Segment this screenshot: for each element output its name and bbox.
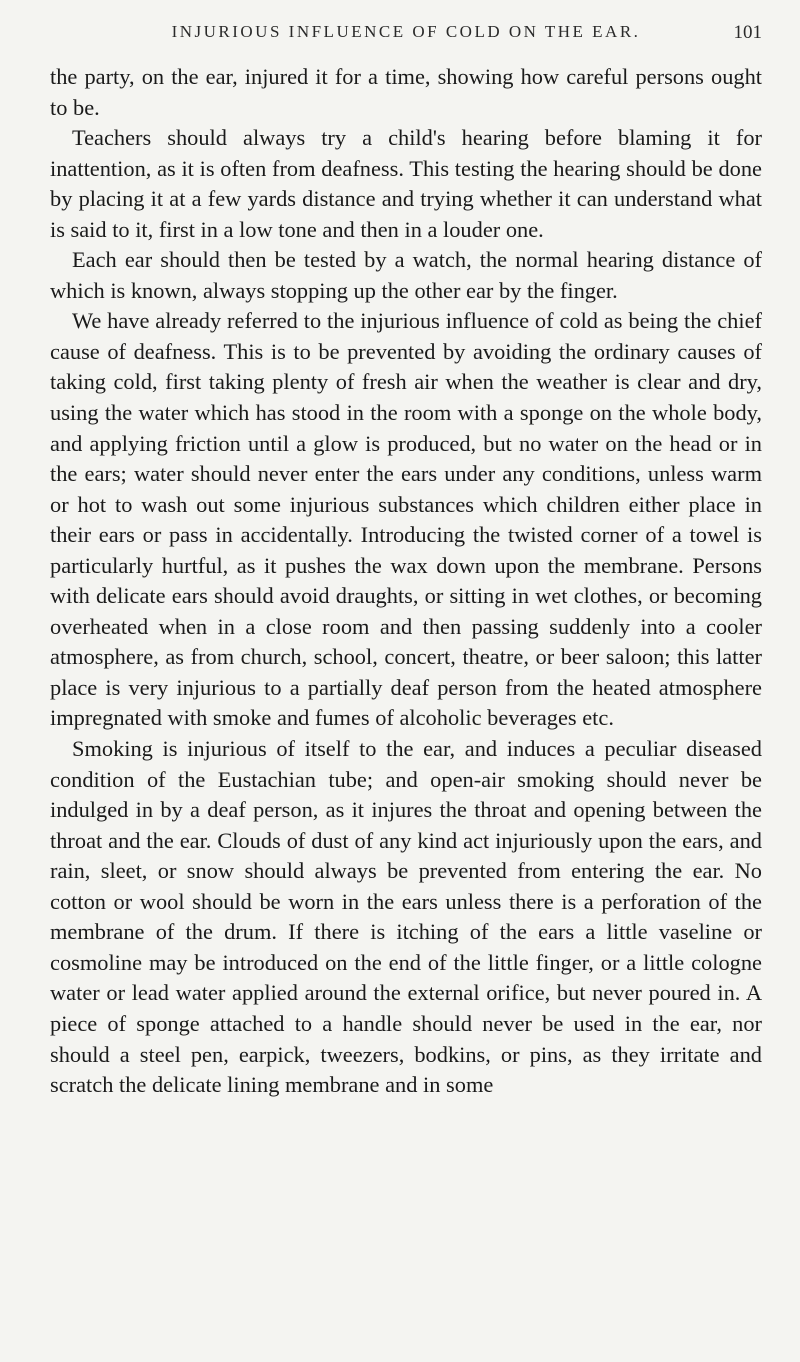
paragraph-smoking: Smoking is injurious of itself to the ear, and induces a peculiar diseased condition of the Eustachian tube; and open-air smoking should never be indulged in by a deaf person, as it injures the throat and opening between the throat and the ear. Clouds of dust of any kind act injuriously upon the ears, and rain, sleet, or snow should always be prevented from entering the ear. No cotton or wool should be worn in the ears unless there is a perforation of the membrane of the drum. If there is itching of the ears a little vaseline or cosmoline may be introduced on the end of the little finger, or a little cologne water or lead water applied around the external orifice, but never poured in. A piece of sponge attached to a handle should never be used in the ear, nor should a steel pen, earpick, tweezers, bodkins, or pins, as they irritate and scratch the delicate lining membrane and in some (50, 736, 762, 1098)
page-number: 101 (733, 22, 762, 43)
paragraph-continuation: the party, on the ear, injured it for a time, showing how careful persons ought to be. (50, 64, 762, 120)
paragraph-watch-test: Each ear should then be tested by a watch, the normal hearing distance of which is known, always stopping up the other ear by the finger. (50, 247, 762, 303)
paragraph-cold: We have already referred to the injurious influence of cold as being the chief cause of deafness. This is to be prevented by avoiding the ordinary causes of taking cold, first taking plenty of fresh air when the weather is clear and dry, using the water which has stood in the room with a sponge on the whole body, and applying friction until a glow is produced, but no water on the head or in the ears; water should never enter the ears under any conditions, unless warm or hot to wash out some injurious substances which children either place in their ears or pass in accidentally. Introducing the twisted corner of a towel is particularly hurtful, as it pushes the wax down upon the membrane. Persons with delicate ears should avoid draughts, or sitting in wet clothes, or becoming overheated when in a close room and then passing suddenly into a cooler atmosphere, as from church, school, concert, theatre, or beer saloon; this latter place is very injurious to a partially deaf person from the heated atmosphere impregnated with smoke and fumes of alcoholic beverages etc. (50, 308, 762, 731)
running-head-title: INJURIOUS INFLUENCE OF COLD ON THE EAR. (171, 22, 641, 41)
paragraph-teachers: Teachers should always try a child's hearing before blaming it for inattention, as it is often from deafness. This testing the hearing should be done by placing it at a few yards distance and trying whether it can understand what is said to it, first in a low tone and then in a louder one. (50, 125, 762, 242)
body-text (50, 62, 762, 1101)
running-head (50, 22, 762, 58)
